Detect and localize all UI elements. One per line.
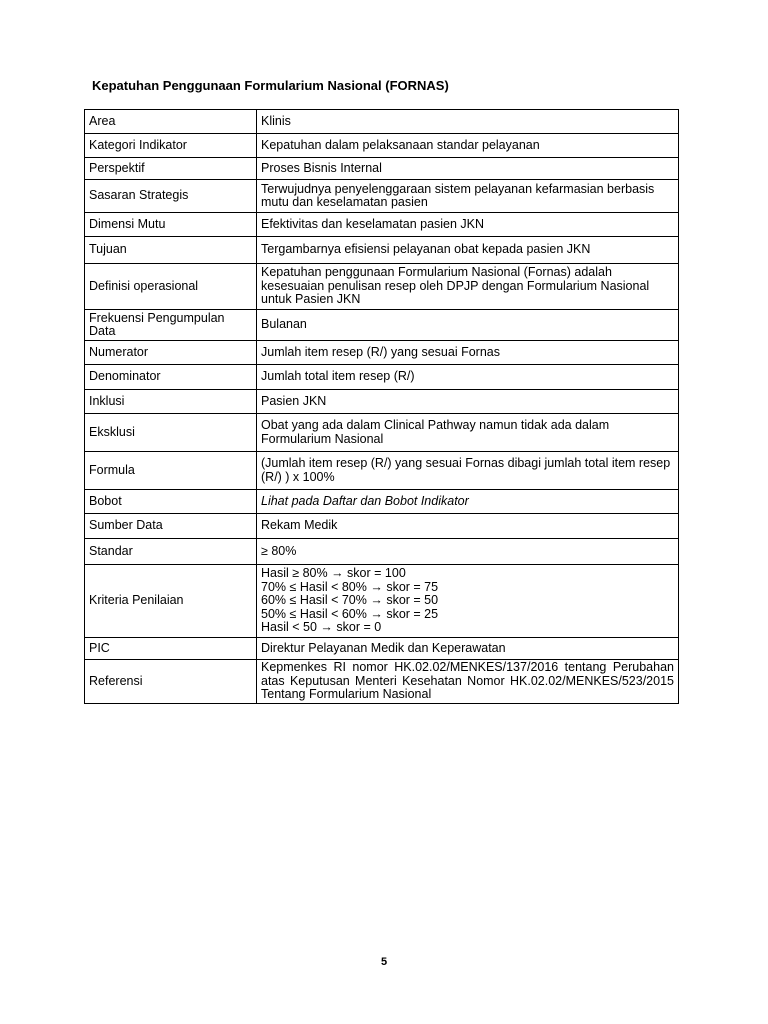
row-label-numerator: Numerator — [85, 341, 257, 365]
row-value-numerator: Jumlah item resep (R/) yang sesuai Fornas — [257, 341, 679, 365]
table-row — [85, 565, 679, 638]
row-label-area: Area — [85, 110, 257, 134]
document-title: Kepatuhan Penggunaan Formularium Nasional (FORNAS) — [92, 78, 449, 93]
row-label-definisi-operasional: Definisi operasional — [85, 264, 257, 310]
table-row — [85, 660, 679, 704]
row-label-kriteria-penilaian: Kriteria Penilaian — [85, 565, 257, 638]
table-row — [85, 638, 679, 660]
row-label-denominator: Denominator — [85, 365, 257, 390]
row-label-inklusi: Inklusi — [85, 390, 257, 414]
row-value-kriteria-penilaian — [257, 565, 679, 638]
table-row — [85, 539, 679, 565]
row-value-kategori-indikator: Kepatuhan dalam pelaksanaan standar pelayanan — [257, 134, 679, 158]
row-label-formula: Formula — [85, 452, 257, 490]
row-label-pic: PIC — [85, 638, 257, 660]
row-label-perspektif: Perspektif — [85, 158, 257, 180]
row-value-definisi-operasional: Kepatuhan penggunaan Formularium Nasional (Fornas) adalah kesesuaian penulisan resep oleh DPJP dengan Formularium Nasional untuk Pasien JKN — [257, 264, 679, 310]
table-row — [85, 490, 679, 514]
table-row — [85, 365, 679, 390]
table-row — [85, 158, 679, 180]
table-row — [85, 264, 679, 310]
row-value-bobot: Lihat pada Daftar dan Bobot Indikator — [257, 490, 679, 514]
row-label-tujuan: Tujuan — [85, 237, 257, 264]
table-row — [85, 310, 679, 341]
row-label-dimensi-mutu: Dimensi Mutu — [85, 213, 257, 237]
row-value-frekuensi-pengumpulan-data: Bulanan — [257, 310, 679, 341]
row-value-denominator: Jumlah total item resep (R/) — [257, 365, 679, 390]
kriteria-line: 50% ≤ Hasil < 60% → skor = 25 — [261, 606, 439, 621]
table-row — [85, 237, 679, 264]
table-row — [85, 452, 679, 490]
row-label-sasaran-strategis: Sasaran Strategis — [85, 180, 257, 213]
row-label-referensi: Referensi — [85, 660, 257, 704]
page-number: 5 — [380, 956, 388, 968]
row-label-bobot: Bobot — [85, 490, 257, 514]
table-row — [85, 390, 679, 414]
row-value-dimensi-mutu: Efektivitas dan keselamatan pasien JKN — [257, 213, 679, 237]
row-label-standar: Standar — [85, 539, 257, 565]
row-value-formula: (Jumlah item resep (R/) yang sesuai Fornas dibagi jumlah total item resep (R/) ) x 100% — [257, 452, 679, 490]
row-value-standar: ≥ 80% — [257, 539, 679, 565]
kriteria-line: Hasil < 50 → skor = 0 — [261, 620, 382, 635]
indicator-table — [84, 109, 679, 704]
row-value-referensi: Kepmenkes RI nomor HK.02.02/MENKES/137/2016 tentang Perubahan atas Keputusan Menteri Kesehatan Nomor HK.02.02/MENKES/523/2015 Tentang Formularium Nasional — [257, 660, 679, 704]
kriteria-line: 60% ≤ Hasil < 70% → skor = 50 — [261, 593, 439, 608]
table-row — [85, 414, 679, 452]
kriteria-line: 70% ≤ Hasil < 80% → skor = 75 — [261, 579, 439, 594]
row-value-eksklusi: Obat yang ada dalam Clinical Pathway namun tidak ada dalam Formularium Nasional — [257, 414, 679, 452]
table-row — [85, 213, 679, 237]
row-value-sumber-data: Rekam Medik — [257, 514, 679, 539]
row-value-sasaran-strategis: Terwujudnya penyelenggaraan sistem pelayanan kefarmasian berbasis mutu dan keselamatan pasien — [257, 180, 679, 213]
row-label-sumber-data: Sumber Data — [85, 514, 257, 539]
row-value-tujuan: Tergambarnya efisiensi pelayanan obat kepada pasien JKN — [257, 237, 679, 264]
table-row — [85, 110, 679, 134]
table-row — [85, 180, 679, 213]
row-label-kategori-indikator: Kategori Indikator — [85, 134, 257, 158]
row-label-eksklusi: Eksklusi — [85, 414, 257, 452]
row-value-perspektif: Proses Bisnis Internal — [257, 158, 679, 180]
table-row — [85, 134, 679, 158]
row-value-inklusi: Pasien JKN — [257, 390, 679, 414]
table-row — [85, 514, 679, 539]
row-label-frekuensi-pengumpulan-data: Frekuensi Pengumpulan Data — [85, 310, 257, 341]
row-value-area: Klinis — [257, 110, 679, 134]
row-value-pic: Direktur Pelayanan Medik dan Keperawatan — [257, 638, 679, 660]
kriteria-line: Hasil ≥ 80% → skor = 100 — [261, 566, 406, 581]
table-row — [85, 341, 679, 365]
